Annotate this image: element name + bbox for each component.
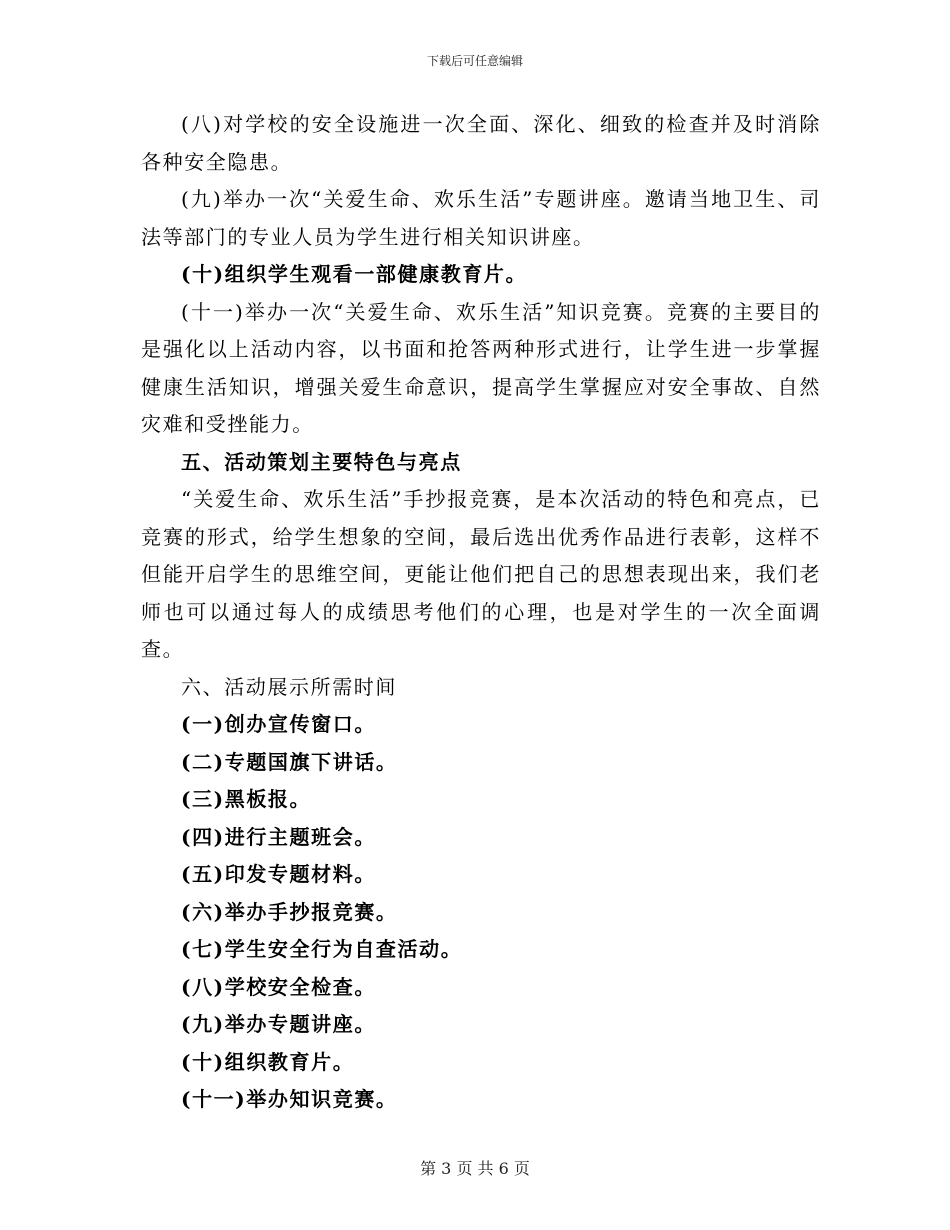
list-item: (五)印发专题材料。 — [181, 862, 376, 886]
list-item: (十)组织教育片。 — [181, 1049, 355, 1074]
paragraph: “关爱生命、欢乐生活”手抄报竞赛，是本次活动的特色和亮点，已竞赛的形式，给学生想象的空间，最后选出优秀作品进行表彰，这样不但能开启学生的思维空间，更能让他们把自己的思想表现出来，我们老师也可以通过每人的成绩思考他们的心理，也是对学生的一次全面调查。 — [141, 487, 821, 661]
section-heading: 五、活动策划主要特色与亮点 — [181, 449, 462, 474]
page-header-note: 下载后可任意编辑 — [426, 54, 523, 68]
list-item: (八)学校安全检查。 — [181, 974, 376, 999]
list-item: (二)专题国旗下讲话。 — [181, 749, 398, 774]
list-item: (六)举办手抄报竞赛。 — [181, 899, 398, 924]
list-item: (七)学生安全行为自查活动。 — [181, 937, 463, 961]
paragraph: (十)组织学生观看一部健康教育片。 — [181, 262, 528, 286]
paragraph: (八)对学校的安全设施进一次全面、深化、细致的检查并及时消除各种安全隐患。 — [141, 112, 821, 174]
list-item: (三)黑板报。 — [181, 787, 312, 811]
document-body — [141, 106, 821, 1119]
section-heading: 六、活动展示所需时间 — [181, 674, 397, 699]
paragraph: (十一)举办一次“关爱生命、欢乐生活”知识竞赛。竞赛的主要目的是强化以上活动内容，以书面和抢答两种形式进行，让学生进一步掌握健康生活知识，增强关爱生命意识，提高学生掌握应对安全事故、自然灾难和受挫能力。 — [141, 299, 821, 436]
paragraph: (九)举办一次“关爱生命、欢乐生活”专题讲座。邀请当地卫生、司法等部门的专业人员为学生进行相关知识讲座。 — [141, 187, 821, 249]
list-item: (十一)举办知识竞赛。 — [181, 1087, 398, 1111]
list-item: (四)进行主题班会。 — [181, 824, 376, 849]
list-item: (一)创办宣传窗口。 — [181, 712, 376, 736]
list-item: (九)举办专题讲座。 — [181, 1012, 376, 1036]
page-number: 第 3 页 共 6 页 — [420, 1159, 530, 1178]
